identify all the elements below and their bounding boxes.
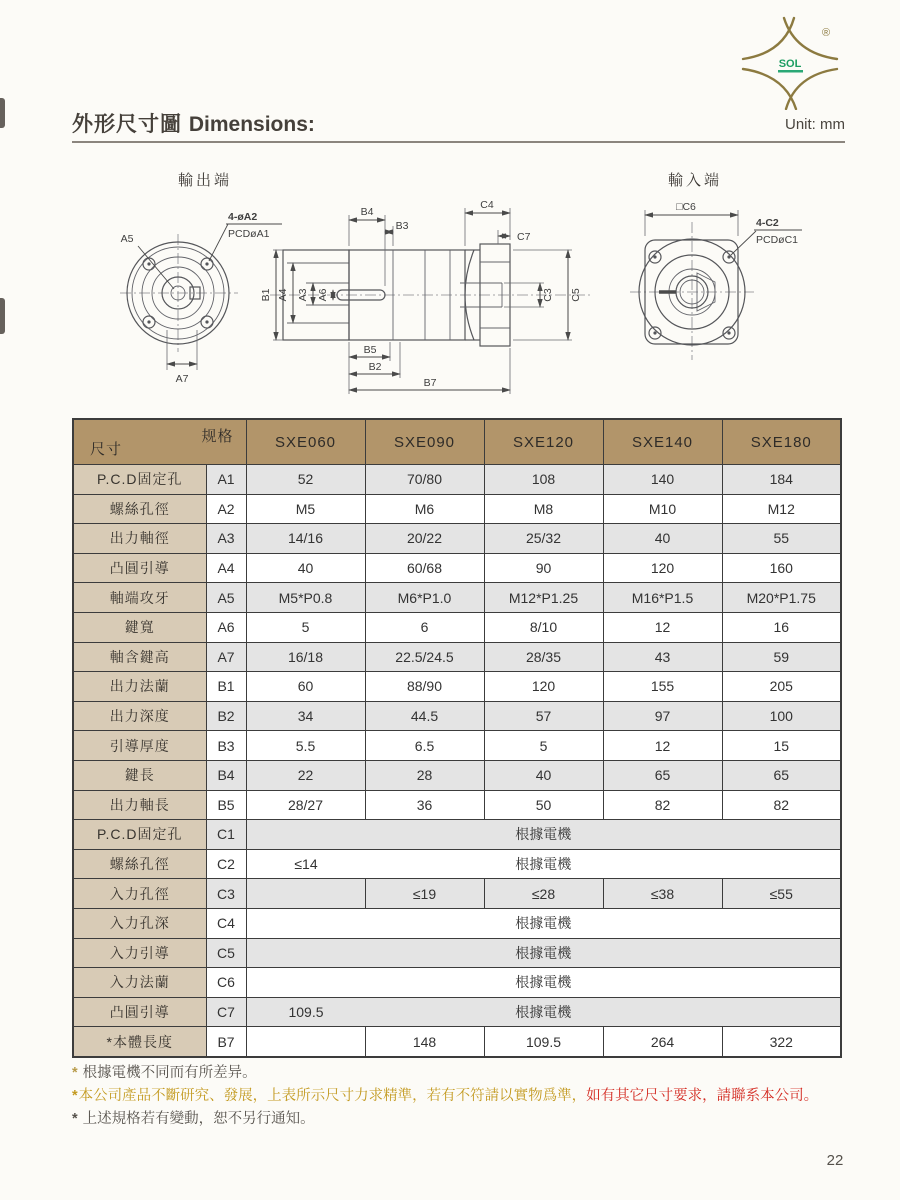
merged-value: 根據電機 [515,944,572,961]
value-cell: 8/10 [484,612,603,642]
value-cell: 28/35 [484,642,603,672]
scan-artifact [0,98,5,128]
input-end-title: 輸入端 [667,172,722,189]
merged-value-cell [246,908,841,938]
dim-label-b4: B4 [360,206,374,218]
dim-label-pcd-a1: PCDøA1 [228,228,270,240]
value-cell: 50 [484,790,603,820]
row-label-cell: 入力法蘭 [73,968,206,998]
merged-value-cell [246,968,841,998]
merged-value-cell [246,997,841,1027]
row-label-cell: 螺絲孔徑 [73,849,206,879]
row-code-cell: C4 [206,908,246,938]
value-cell: 55 [722,524,841,554]
table-row [73,968,841,998]
output-end-view [120,211,282,385]
value-cell: 205 [722,672,841,702]
value-cell: M16*P1.5 [603,583,722,613]
value-cell: 82 [722,790,841,820]
value-cell: ≤55 [722,879,841,909]
model-column-header: SXE090 [365,419,484,465]
row-label-cell: 軸含鍵高 [73,642,206,672]
value-cell: 155 [603,672,722,702]
dim-label-c4: C4 [480,199,494,211]
scan-artifact [0,298,5,334]
table-row [73,465,841,495]
dim-label-a4: A4 [277,288,289,302]
value-cell: 25/32 [484,524,603,554]
left-value: 109.5 [288,1003,324,1020]
unit-label: Unit: mm [785,116,845,133]
merged-value-cell [246,820,841,850]
table-row [73,494,841,524]
dim-label-a5: A5 [120,233,134,245]
dimensions-table [72,418,842,1058]
value-cell: 20/22 [365,524,484,554]
value-cell: 5 [484,731,603,761]
dim-label-b1: B1 [260,288,272,302]
value-cell [246,879,365,909]
dim-label-b7: B7 [423,377,437,389]
output-end-title: 輸出端 [177,172,232,189]
value-cell: M6 [365,494,484,524]
dim-label-c5: C5 [570,288,582,302]
dim-label-bolt-c2: 4-C2 [756,217,779,229]
value-cell: 34 [246,701,365,731]
table-row [73,553,841,583]
value-cell: 6.5 [365,731,484,761]
model-column-header: SXE120 [484,419,603,465]
value-cell: M20*P1.75 [722,583,841,613]
value-cell: M5 [246,494,365,524]
value-cell: 12 [603,731,722,761]
table-row [73,731,841,761]
table-row [73,672,841,702]
row-label-cell: P.C.D固定孔 [73,465,206,495]
value-cell: M6*P1.0 [365,583,484,613]
row-label-cell: 出力深度 [73,701,206,731]
note-line-1 [72,1062,862,1085]
logo-underline [778,70,803,73]
value-cell: M12 [722,494,841,524]
page-title-zh: 外形尺寸圖 [72,113,182,136]
row-label-cell: 入力孔徑 [73,879,206,909]
row-code-cell: A2 [206,494,246,524]
row-code-cell: A1 [206,465,246,495]
value-cell: ≤38 [603,879,722,909]
value-cell: 16 [722,612,841,642]
table-row [73,997,841,1027]
page-title [72,108,315,138]
note-line-2 [72,1085,862,1108]
value-cell: 148 [365,1027,484,1057]
value-cell: 140 [603,465,722,495]
table-row [73,524,841,554]
value-cell: 6 [365,612,484,642]
row-code-cell: C5 [206,938,246,968]
value-cell: 22 [246,760,365,790]
value-cell: 108 [484,465,603,495]
row-label-cell: 鍵長 [73,760,206,790]
value-cell: ≤28 [484,879,603,909]
value-cell: 5.5 [246,731,365,761]
value-cell: 59 [722,642,841,672]
table-row [73,879,841,909]
merged-value: 根據電機 [515,1003,572,1020]
note-line-3 [72,1108,862,1131]
value-cell: 88/90 [365,672,484,702]
value-cell: 70/80 [365,465,484,495]
dim-label-a7: A7 [175,373,189,385]
row-label-cell: 出力軸長 [73,790,206,820]
row-label-cell: 出力軸徑 [73,524,206,554]
side-section-view [260,199,590,394]
dim-label-bolt-a2: 4-øA2 [228,211,258,223]
row-label-cell: 出力法蘭 [73,672,206,702]
merged-value: 根據電機 [515,856,572,873]
row-label-cell: *本體長度 [73,1027,206,1057]
value-cell [246,1027,365,1057]
company-logo [738,12,846,110]
page-title-en: Dimensions: [188,113,315,136]
value-cell: 40 [246,553,365,583]
table-header-row [73,419,841,465]
logo-text: SOL [778,58,802,70]
dim-label-b3: B3 [395,220,409,232]
dim-label-a3: A3 [297,288,309,302]
value-cell: M8 [484,494,603,524]
model-column-header: SXE140 [603,419,722,465]
row-code-cell: B1 [206,672,246,702]
row-code-cell: B2 [206,701,246,731]
registered-mark-icon: ® [822,27,831,39]
note-text-red: 如有其它尺寸要求，請聯系本公司。 [586,1088,819,1104]
value-cell: M5*P0.8 [246,583,365,613]
dim-label-pcd-c1: PCDøC1 [756,234,799,246]
model-column-header: SXE060 [246,419,365,465]
model-column-header: SXE180 [722,419,841,465]
value-cell: 184 [722,465,841,495]
merged-value-cell [246,849,841,879]
row-code-cell: A3 [206,524,246,554]
value-cell: ≤19 [365,879,484,909]
technical-drawings [70,160,850,410]
row-label-cell: 入力孔深 [73,908,206,938]
row-code-cell: B3 [206,731,246,761]
dim-label-b2: B2 [368,361,382,373]
table-row [73,849,841,879]
table-row [73,1027,841,1057]
note-text: 根據電機不同而有所差异。 [82,1065,257,1081]
value-cell: M12*P1.25 [484,583,603,613]
value-cell: 28 [365,760,484,790]
value-cell: 57 [484,701,603,731]
table-row [73,583,841,613]
value-cell: 264 [603,1027,722,1057]
row-label-cell: 凸圓引導 [73,553,206,583]
row-label-cell: 入力引導 [73,938,206,968]
dim-label-b5: B5 [363,344,377,356]
dim-label-c3: C3 [542,288,554,302]
table-row [73,642,841,672]
row-code-cell: C3 [206,879,246,909]
row-label-cell: 螺絲孔徑 [73,494,206,524]
merged-value: 根據電機 [515,974,572,991]
value-cell: 82 [603,790,722,820]
value-cell: 12 [603,612,722,642]
table-row [73,612,841,642]
row-code-cell: C1 [206,820,246,850]
left-value: ≤14 [294,856,318,873]
table-row [73,701,841,731]
note-star: * [72,1065,78,1081]
value-cell: 90 [484,553,603,583]
value-cell: 120 [603,553,722,583]
merged-value-cell [246,938,841,968]
row-code-cell: B4 [206,760,246,790]
value-cell: 100 [722,701,841,731]
value-cell: M10 [603,494,722,524]
row-code-cell: A6 [206,612,246,642]
value-cell: 43 [603,642,722,672]
row-label-cell: 引導厚度 [73,731,206,761]
row-label-cell: 鍵寬 [73,612,206,642]
footnotes [72,1062,862,1131]
note-star: * [72,1111,78,1127]
dim-label-c7: C7 [517,231,531,243]
value-cell: 22.5/24.5 [365,642,484,672]
value-cell: 40 [484,760,603,790]
value-cell: 44.5 [365,701,484,731]
value-cell: 60/68 [365,553,484,583]
note-text-gold: 本公司產品不斷研究、發展，上表所示尺寸力求精準，若有不符請以實物爲準， [78,1088,587,1104]
row-code-cell: C6 [206,968,246,998]
value-cell: 14/16 [246,524,365,554]
value-cell: 16/18 [246,642,365,672]
value-cell: 322 [722,1027,841,1057]
table-row [73,790,841,820]
page-number: 22 [826,1152,844,1169]
row-label-cell: 凸圓引導 [73,997,206,1027]
merged-value: 根據電機 [515,826,572,843]
value-cell: 5 [246,612,365,642]
row-code-cell: A5 [206,583,246,613]
row-code-cell: C2 [206,849,246,879]
row-code-cell: B5 [206,790,246,820]
table-row [73,938,841,968]
note-star: * [72,1088,78,1104]
value-cell: 65 [603,760,722,790]
row-label-cell: P.C.D固定孔 [73,820,206,850]
row-code-cell: B7 [206,1027,246,1057]
dim-label-c6: □C6 [676,201,696,213]
value-cell: 160 [722,553,841,583]
row-code-cell: C7 [206,997,246,1027]
corner-spec-label: 规格 [201,428,234,445]
table-corner-cell [73,419,246,465]
value-cell: 15 [722,731,841,761]
value-cell: 109.5 [484,1027,603,1057]
note-text: 上述規格若有變動，恕不另行通知。 [82,1111,315,1127]
value-cell: 36 [365,790,484,820]
table-row [73,760,841,790]
value-cell: 60 [246,672,365,702]
input-end-view [630,201,802,360]
table-row [73,820,841,850]
value-cell: 120 [484,672,603,702]
value-cell: 52 [246,465,365,495]
row-code-cell: A7 [206,642,246,672]
corner-size-label: 尺寸 [90,441,123,458]
row-label-cell: 軸端攻牙 [73,583,206,613]
value-cell: 40 [603,524,722,554]
dim-label-a6: A6 [317,288,329,302]
merged-value: 根據電機 [515,915,572,932]
table-row [73,908,841,938]
value-cell: 28/27 [246,790,365,820]
value-cell: 97 [603,701,722,731]
value-cell: 65 [722,760,841,790]
row-code-cell: A4 [206,553,246,583]
title-divider [72,141,845,143]
